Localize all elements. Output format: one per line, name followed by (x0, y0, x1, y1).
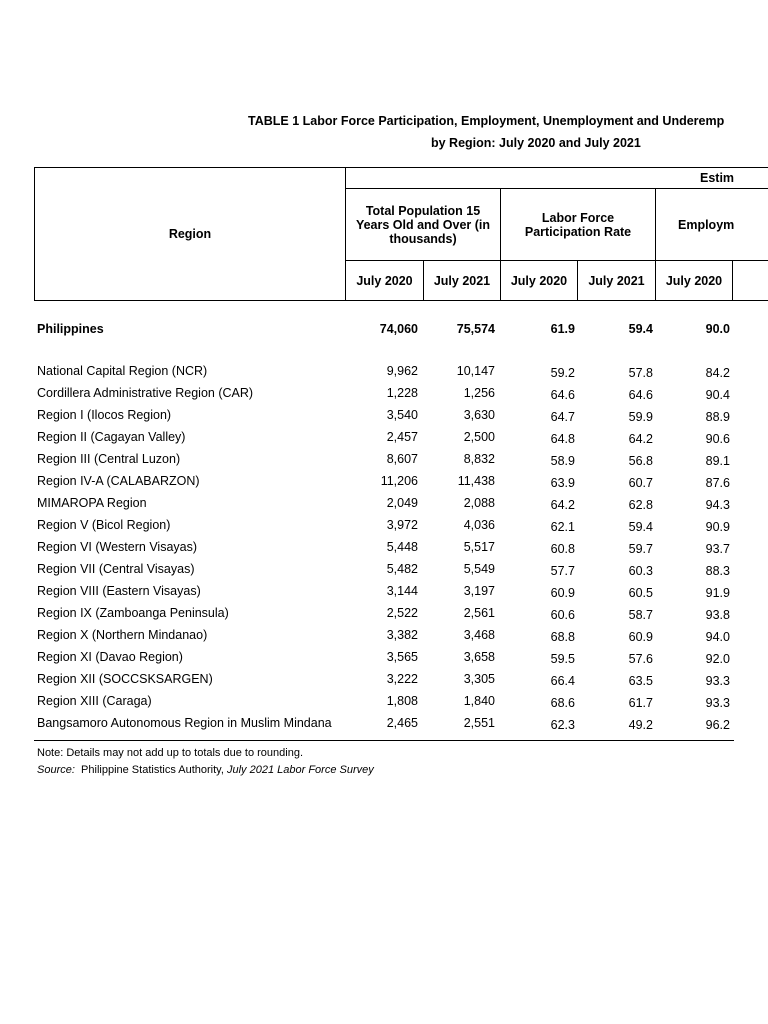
emp-2020-value: 94.3 (705, 498, 730, 512)
table-row (37, 452, 768, 472)
source-org: Philippine Statistics Authority, (81, 764, 224, 776)
emp-2020-value: 94.0 (705, 630, 730, 644)
pop-2021-value: 2,551 (463, 716, 495, 730)
table-row (37, 364, 768, 384)
pop-2020-value: 2,457 (386, 430, 418, 444)
region-name: National Capital Region (NCR) (37, 364, 208, 378)
emp-2020-value: 96.2 (705, 718, 730, 732)
emp-2020-value: 93.3 (705, 674, 730, 688)
lfpr-2020-value: 61.9 (550, 322, 575, 336)
table-title: TABLE 1 Labor Force Participation, Employment, Unemployment and Underemp (248, 114, 725, 128)
lfpr-july2020-header: July 2020 (510, 273, 568, 288)
region-name: Region XI (Davao Region) (37, 650, 183, 664)
lfpr-2021-value: 60.5 (628, 586, 653, 600)
estimates-group-header: Estim (700, 171, 735, 185)
source-label: Source: (37, 764, 75, 776)
pop-2021-value: 3,658 (463, 650, 495, 664)
table-row (37, 584, 768, 604)
region-name: Region III (Central Luzon) (37, 452, 181, 466)
lfpr-2021-value: 60.3 (628, 564, 653, 578)
pop-2021-value: 1,256 (463, 386, 495, 400)
lfpr-2020-value: 64.8 (550, 432, 575, 446)
emp-2020-value: 88.9 (705, 410, 730, 424)
region-name: Region V (Bicol Region) (37, 518, 171, 532)
pop-july2021-header: July 2021 (433, 273, 491, 288)
emp-2020-value: 90.9 (705, 520, 730, 534)
emp-2020-value: 93.3 (705, 696, 730, 710)
table-row (37, 518, 768, 538)
pop-july2020-header: July 2020 (356, 273, 413, 288)
region-name: Region XII (SOCCSKSARGEN) (37, 672, 213, 686)
pop-2021-value: 3,630 (463, 408, 495, 422)
table-row (37, 496, 768, 516)
table-row (37, 540, 768, 560)
header-emp-divider (732, 260, 733, 301)
pop-2020-value: 2,465 (386, 716, 418, 730)
emp-2020-value: 87.6 (705, 476, 730, 490)
lfpr-2020-value: 64.6 (550, 388, 575, 402)
lfpr-2020-value: 62.3 (550, 718, 575, 732)
pop-2021-value: 10,147 (456, 364, 495, 378)
lfpr-2020-value: 60.9 (550, 586, 575, 600)
table-row (37, 716, 768, 736)
source-line (37, 764, 374, 776)
pop-2020-value: 11,206 (380, 474, 418, 488)
pop-2020-value: 9,962 (386, 364, 418, 378)
lfpr-2020-value: 58.9 (550, 454, 575, 468)
pop-2020-value: 5,482 (386, 562, 418, 576)
lfpr-2020-value: 60.8 (550, 542, 575, 556)
pop-2020-value: 5,448 (386, 540, 418, 554)
emp-2020-value: 93.7 (705, 542, 730, 556)
lfpr-2021-value: 64.6 (628, 388, 653, 402)
lfpr-2021-value: 64.2 (628, 432, 653, 446)
region-name: Region IV-A (CALABARZON) (37, 474, 200, 488)
pop-2020-value: 3,565 (386, 650, 418, 664)
pop-2021-value: 75,574 (456, 322, 495, 336)
emp-2020-value: 90.4 (705, 388, 730, 402)
header-bottom-border (34, 300, 768, 301)
region-name: Region X (Northern Mindanao) (37, 628, 208, 642)
pop-2021-value: 8,832 (463, 452, 495, 466)
pop-2021-value: 4,036 (463, 518, 495, 532)
emp-2020-value: 89.1 (705, 454, 730, 468)
pop-2021-value: 11,438 (457, 474, 495, 488)
emp-2020-value: 90.6 (705, 432, 730, 446)
lfpr-2021-value: 62.8 (628, 498, 653, 512)
region-name: Bangsamoro Autonomous Region in Muslim Mindana (37, 716, 332, 730)
lfpr-2021-value: 56.8 (628, 454, 653, 468)
emp-2020-value: 84.2 (705, 366, 730, 380)
lfpr-2021-value: 57.8 (628, 366, 653, 380)
pop-2021-value: 5,549 (463, 562, 495, 576)
table-row (37, 430, 768, 450)
lfpr-2020-value: 64.2 (550, 498, 575, 512)
lfpr-2021-value: 60.9 (628, 630, 653, 644)
lfpr-2020-value: 62.1 (550, 520, 575, 534)
emp-2020-value: 92.0 (705, 652, 730, 666)
table-row (37, 628, 768, 648)
pop-2020-value: 8,607 (386, 452, 418, 466)
pop-2020-value: 3,382 (386, 628, 418, 642)
lfpr-july2021-header: July 2021 (588, 273, 645, 288)
region-name: Region I (Ilocos Region) (37, 408, 172, 422)
lfpr-2021-value: 61.7 (628, 696, 653, 710)
lfpr-2020-value: 60.6 (550, 608, 575, 622)
lfpr-2021-value: 57.6 (628, 652, 653, 666)
region-name: Region II (Cagayan Valley) (37, 430, 186, 444)
lfpr-2021-value: 59.9 (628, 410, 653, 424)
emp-july2020-header: July 2020 (665, 273, 723, 288)
lfpr-2020-value: 57.7 (550, 564, 575, 578)
pop-2021-value: 2,088 (463, 496, 495, 510)
region-name: Region VII (Central Visayas) (37, 562, 195, 576)
table-row (37, 694, 768, 714)
lfpr-2021-value: 49.2 (628, 718, 653, 732)
lfpr-2021-value: 59.4 (628, 322, 653, 336)
lfpr-header: Labor Force Participation Rate (524, 210, 632, 239)
region-name: Philippines (37, 322, 104, 336)
pop-2021-value: 3,305 (463, 672, 495, 686)
pop-2020-value: 2,522 (386, 606, 418, 620)
region-name: Region VIII (Eastern Visayas) (37, 584, 201, 598)
lfpr-2021-value: 63.5 (628, 674, 653, 688)
table-row (37, 650, 768, 670)
table-bottom-border (34, 740, 734, 741)
pop-2020-value: 3,144 (386, 584, 418, 598)
lfpr-2021-value: 59.4 (628, 520, 653, 534)
lfpr-2020-value: 66.4 (550, 674, 575, 688)
pop-2020-value: 3,222 (386, 672, 418, 686)
pop-2020-value: 2,049 (386, 496, 418, 510)
table-row (37, 386, 768, 406)
pop-2021-value: 2,500 (463, 430, 495, 444)
pop-2021-value: 5,517 (463, 540, 495, 554)
pop-2021-value: 3,197 (463, 584, 495, 598)
region-name: Cordillera Administrative Region (CAR) (37, 386, 254, 400)
pop-2021-value: 1,840 (463, 694, 495, 708)
lfpr-2021-value: 58.7 (628, 608, 653, 622)
lfpr-2020-value: 64.7 (550, 410, 575, 424)
lfpr-2020-value: 59.5 (550, 652, 575, 666)
pop-2020-value: 1,228 (386, 386, 418, 400)
table-subtitle: by Region: July 2020 and July 2021 (431, 136, 641, 150)
table-row (37, 474, 768, 494)
region-name: Region XIII (Caraga) (37, 694, 152, 708)
pop-2020-value: 1,808 (386, 694, 418, 708)
emp-2020-value: 93.8 (705, 608, 730, 622)
table-row (37, 408, 768, 428)
total-population-header: Total Population 15 Years Old and Over (in thousands) (355, 203, 491, 246)
pop-2021-value: 2,561 (463, 606, 495, 620)
source-title: July 2021 Labor Force Survey (226, 764, 374, 776)
table-row (37, 562, 768, 582)
emp-2020-value: 90.0 (705, 322, 730, 336)
region-column-header: Region (168, 227, 212, 241)
lfpr-2021-value: 60.7 (628, 476, 653, 490)
table-row (37, 606, 768, 626)
region-name: MIMAROPA Region (37, 496, 147, 510)
region-name: Region VI (Western Visayas) (37, 540, 198, 554)
lfpr-2020-value: 68.8 (550, 630, 575, 644)
table-row (37, 672, 768, 692)
lfpr-2020-value: 59.2 (550, 366, 575, 380)
pop-2020-value: 74,060 (379, 322, 418, 336)
lfpr-2020-value: 63.9 (550, 476, 575, 490)
pop-2020-value: 3,972 (386, 518, 418, 532)
emp-2020-value: 91.9 (705, 586, 730, 600)
pop-2020-value: 3,540 (386, 408, 418, 422)
lfpr-2021-value: 59.7 (628, 542, 653, 556)
pop-2021-value: 3,468 (463, 628, 495, 642)
lfpr-2020-value: 68.6 (550, 696, 575, 710)
region-name: Region IX (Zamboanga Peninsula) (37, 606, 229, 620)
footnote: Note: Details may not add up to totals due to rounding. (37, 747, 303, 759)
emp-2020-value: 88.3 (705, 564, 730, 578)
employment-header: Employm (678, 217, 735, 232)
table-row-philippines (37, 322, 768, 342)
